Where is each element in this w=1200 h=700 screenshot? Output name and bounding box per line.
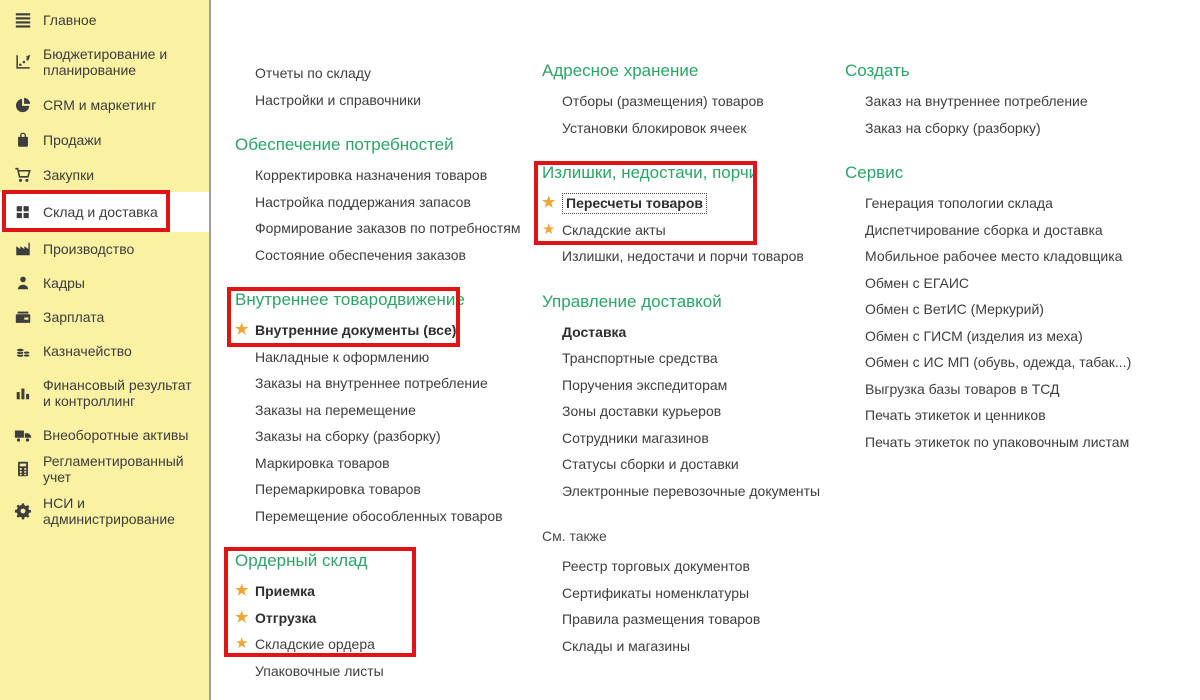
link-assembly-delivery-statuses[interactable]: Статусы сборки и доставки — [562, 456, 739, 472]
link-warehouse-orders[interactable] — [235, 631, 535, 658]
link-tsd-goods-upload[interactable]: Выгрузка базы товаров в ТСД — [865, 380, 1060, 397]
sidebar-item-label: Производство — [43, 241, 135, 257]
section-title-address-storage: Адресное хранение — [542, 61, 699, 80]
sidebar-item-label: Закупки — [43, 166, 95, 183]
section-title-internal-goods-movement: Внутреннее товародвижение — [235, 290, 465, 309]
planning-chart-icon — [13, 53, 32, 72]
link-transfer-orders[interactable]: Заказы на перемещение — [255, 401, 416, 418]
sidebar-item-label: Главное — [43, 11, 97, 28]
wallet-icon — [13, 308, 32, 327]
link-invoices-to-issue[interactable]: Накладные к оформлению — [255, 348, 430, 365]
link-cell-blocking-settings[interactable]: Установки блокировок ячеек — [562, 119, 747, 136]
favorite-star-icon: ★ — [235, 635, 249, 652]
sidebar-item-label: Зарплата — [43, 309, 105, 325]
link-goods-placement-rules[interactable]: Правила размещения товаров — [562, 611, 761, 627]
menu-column-3 — [845, 0, 1195, 455]
link-goods-remarking[interactable]: Перемаркировка товаров — [255, 481, 421, 497]
sidebar-item-label: Внеоборотные активы — [43, 427, 189, 443]
link-storekeeper-mobile-workplace[interactable]: Мобильное рабочее место кладовщика — [865, 248, 1123, 264]
gear-icon — [13, 502, 32, 521]
link-goods-assignment-correction[interactable]: Корректировка назначения товаров — [255, 167, 488, 183]
link-electronic-transport-documents[interactable]: Электронные перевозочные документы — [562, 482, 821, 499]
favorite-star-icon: ★ — [542, 194, 556, 211]
sidebar-item-label: Регламентированный учет — [43, 453, 184, 485]
sidebar-item-budgeting[interactable] — [0, 37, 209, 87]
link-assembly-orders[interactable]: Заказы на сборку (разборку) — [255, 428, 441, 444]
link-label: Отгрузка — [255, 609, 317, 626]
sidebar-item-salary[interactable] — [0, 300, 209, 334]
section-title-order-warehouse: Ордерный склад — [235, 551, 368, 570]
section-title-surplus-shortage-damage: Излишки, недостачи, порчи — [542, 163, 759, 182]
section-title-delivery-management: Управление доставкой — [542, 291, 722, 311]
section-title-create: Создать — [845, 61, 910, 80]
link-surplus-shortage-damage-goods[interactable]: Излишки, недостачи и порчи товаров — [562, 248, 804, 264]
link-goods-recounts[interactable] — [542, 190, 842, 217]
sidebar-item-label: Склад и доставка — [43, 204, 158, 220]
link-egais-exchange[interactable]: Обмен с ЕГАИС — [865, 274, 970, 291]
bar-chart-icon — [13, 384, 32, 403]
sidebar-item-sales[interactable] — [0, 122, 209, 157]
link-create-assembly-order[interactable]: Заказ на сборку (разборку) — [865, 119, 1041, 136]
link-store-employees[interactable]: Сотрудники магазинов — [562, 429, 709, 446]
link-nomenclature-certificates[interactable]: Сертификаты номенклатуры — [562, 584, 750, 601]
link-shipping[interactable] — [235, 605, 535, 632]
link-settings-references[interactable]: Настройки и справочники — [255, 91, 421, 108]
person-icon — [13, 274, 32, 293]
link-create-internal-consumption-order[interactable]: Заказ на внутреннее потребление — [865, 93, 1088, 109]
sidebar-item-treasury[interactable] — [0, 334, 209, 368]
section-title-service: Сервис — [845, 163, 904, 182]
link-forwarder-assignments[interactable]: Поручения экспедиторам — [562, 376, 728, 393]
link-label: Приемка — [255, 583, 315, 599]
pie-chart-icon — [13, 95, 32, 114]
link-separate-goods-transfer[interactable]: Перемещение обособленных товаров — [255, 507, 503, 524]
sidebar-item-purchases[interactable] — [0, 157, 209, 192]
sidebar-item-financial-result[interactable] — [0, 368, 209, 418]
menu-column-1 — [235, 0, 535, 684]
link-label: Складские ордера — [255, 636, 375, 652]
link-warehouses-stores[interactable]: Склады и магазины — [562, 637, 691, 654]
link-goods-marking[interactable]: Маркировка товаров — [255, 454, 390, 471]
link-gism-exchange[interactable]: Обмен с ГИСМ (изделия из меха) — [865, 327, 1083, 344]
sidebar-item-label: Продажи — [43, 131, 102, 148]
favorite-star-icon: ★ — [235, 321, 249, 338]
sidebar-item-regulated-accounting[interactable] — [0, 452, 209, 486]
link-stock-maintenance-setup[interactable]: Настройка поддержания запасов — [255, 193, 471, 210]
truck-icon — [13, 426, 32, 445]
link-goods-picking-placement[interactable]: Отборы (размещения) товаров — [562, 93, 764, 109]
link-print-labels-price-tags[interactable]: Печать этикеток и ценников — [865, 407, 1046, 423]
calculator-icon — [13, 460, 32, 479]
favorite-star-icon: ★ — [235, 582, 249, 599]
factory-icon — [13, 240, 32, 259]
link-warehouse-acts[interactable] — [542, 217, 842, 244]
sidebar-item-label: Кадры — [43, 275, 85, 291]
favorite-star-icon: ★ — [542, 220, 556, 238]
sidebar-item-label: Бюджетирование и планирование — [43, 46, 168, 78]
main-sections-sidebar — [0, 0, 211, 700]
focused-link-label: Пересчеты товаров — [562, 193, 707, 214]
shopping-cart-icon — [13, 165, 32, 184]
link-label: Складские акты — [562, 221, 666, 238]
sidebar-item-production[interactable] — [0, 232, 209, 266]
link-vehicles[interactable]: Транспортные средства — [562, 350, 718, 366]
link-vetis-exchange[interactable]: Обмен с ВетИС (Меркурий) — [865, 301, 1044, 317]
sidebar-item-main[interactable] — [0, 2, 209, 37]
coins-icon — [13, 342, 32, 361]
shopping-bag-icon — [13, 130, 32, 149]
link-internal-consumption-orders[interactable]: Заказы на внутреннее потребление — [255, 375, 488, 391]
sidebar-item-label: НСИ и администрирование — [43, 495, 175, 527]
link-internal-documents-all[interactable] — [235, 317, 535, 344]
link-courier-delivery-zones[interactable]: Зоны доставки курьеров — [562, 403, 722, 419]
link-warehouse-reports[interactable]: Отчеты по складу — [255, 65, 371, 81]
menu-column-2 — [542, 0, 842, 659]
sidebar-item-hr[interactable] — [0, 266, 209, 300]
link-trade-documents-registry[interactable]: Реестр торговых документов — [562, 558, 750, 574]
sidebar-item-nsi-administration[interactable] — [0, 486, 209, 536]
favorite-star-icon: ★ — [235, 608, 249, 626]
section-title-see-also: См. также — [542, 528, 607, 544]
menu-icon — [13, 10, 32, 29]
link-orders-by-needs[interactable]: Формирование заказов по потребностям — [255, 220, 521, 236]
link-receiving[interactable] — [235, 578, 535, 605]
link-ismp-exchange[interactable]: Обмен с ИС МП (обувь, одежда, табак...) — [865, 354, 1132, 370]
link-dispatching-assembly-delivery[interactable]: Диспетчирование сборка и доставка — [865, 221, 1103, 238]
link-delivery[interactable]: Доставка — [562, 323, 627, 340]
sidebar-item-crm[interactable] — [0, 87, 209, 122]
link-warehouse-topology-generation[interactable]: Генерация топологии склада — [865, 195, 1053, 211]
link-order-provision-state[interactable]: Состояние обеспечения заказов — [255, 246, 466, 263]
sidebar-item-label: CRM и маркетинг — [43, 96, 157, 113]
warehouse-boxes-icon — [13, 203, 32, 222]
sidebar-item-warehouse[interactable] — [0, 192, 209, 232]
link-packing-lists[interactable]: Упаковочные листы — [255, 662, 384, 679]
link-label: Внутренние документы (все) — [255, 322, 457, 338]
link-print-labels-packing-lists[interactable]: Печать этикеток по упаковочным листам — [865, 433, 1130, 450]
sidebar-item-noncurrent-assets[interactable] — [0, 418, 209, 452]
section-title-needs-provision: Обеспечение потребностей — [235, 135, 454, 154]
sidebar-item-label: Казначейство — [43, 343, 132, 359]
sidebar-item-label: Финансовый результат и контроллинг — [43, 377, 192, 409]
